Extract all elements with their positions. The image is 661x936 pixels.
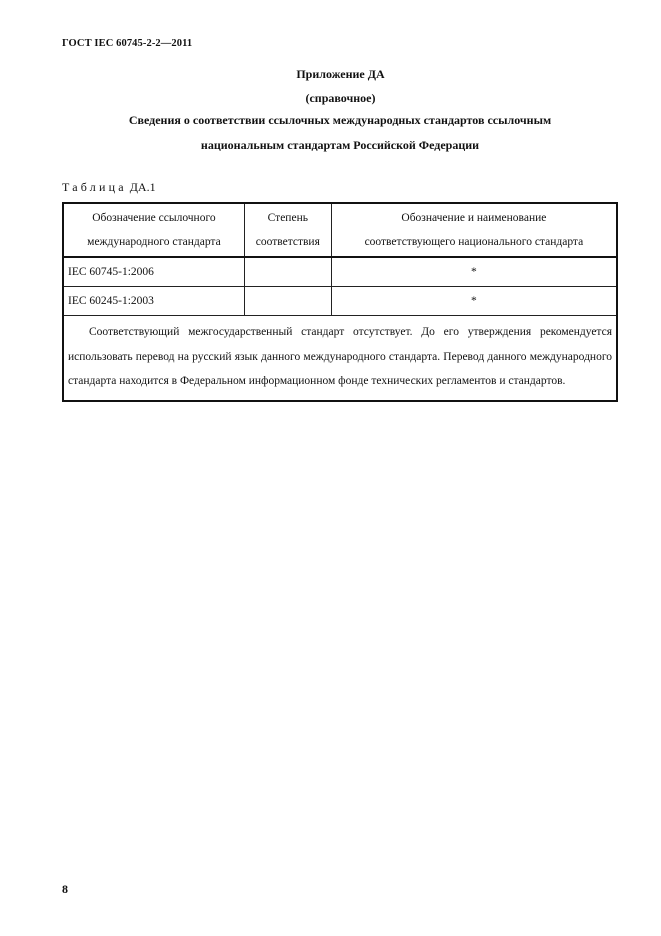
cell-degree: [244, 287, 331, 316]
annex-status: (справочное): [305, 91, 376, 105]
table-footnote-row: [63, 316, 617, 401]
cell-degree: [244, 257, 331, 287]
cell-reference: IEC 60245-1:2003: [63, 287, 244, 316]
table-caption-number: ДА.1: [129, 180, 156, 194]
table-row: [63, 287, 617, 316]
table-header-row: [63, 203, 617, 257]
column-header-international-standard: Обозначение ссылочного международного стандарта: [63, 203, 244, 257]
annex-heading: [80, 108, 600, 158]
table-caption: [62, 180, 156, 195]
page-number: 8: [62, 882, 68, 896]
correspondence-table: [62, 202, 618, 402]
column-header-degree-of-conformity: Степень соответствия: [244, 203, 331, 257]
cell-reference: IEC 60745-1:2006: [63, 257, 244, 287]
cell-national: *: [331, 287, 617, 316]
annex-heading-line-2: национальным стандартам Российской Федерации: [200, 138, 480, 152]
table-footnote-text: Соответствующий межгосударственный стандарт отсутствует. До его утверждения рекомендуется использовать перевод на русский язык данного международного стандарта. Перевод данного международного стандарта находится в Федеральном информационном фонде технических регламентов и стандартов.: [68, 326, 612, 387]
cell-national: *: [331, 257, 617, 287]
table-footnote: [63, 316, 617, 401]
document-code: ГОСТ IEC 60745-2-2—2011: [62, 38, 193, 49]
table-row: [63, 257, 617, 287]
annex-title: Приложение ДА: [296, 67, 385, 81]
annex-heading-line-1: Сведения о соответствии ссылочных международных стандартов ссылочным: [128, 113, 552, 127]
column-header-national-standard: Обозначение и наименование соответствующего национального стандарта: [331, 203, 617, 257]
table-caption-word: Таблица: [62, 180, 127, 194]
